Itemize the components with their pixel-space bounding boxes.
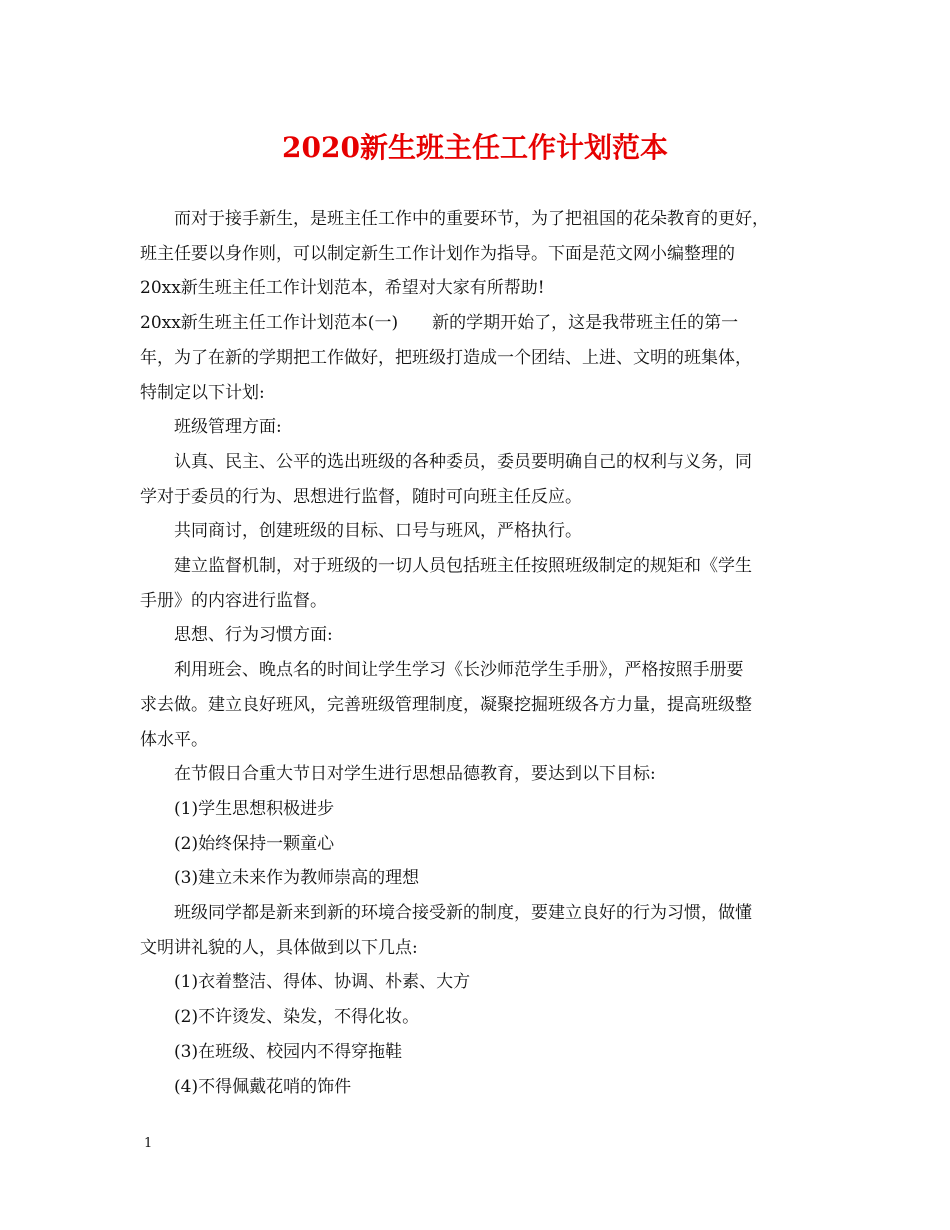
- rules-list-item: (3)在班级、校园内不得穿拖鞋: [174, 1041, 403, 1062]
- section-heading-line: 特制定以下计划:: [140, 382, 265, 403]
- supervision-paragraph-line: 手册》的内容进行监督。: [140, 590, 327, 611]
- intro-line: 20xx新生班主任工作计划范本，希望对大家有所帮助!: [140, 278, 545, 299]
- new-environment-paragraph-line: 文明讲礼貌的人，具体做到以下几点:: [140, 937, 418, 958]
- committee-paragraph-line: 认真、民主、公平的选出班级的各种委员，委员要明确自己的权利与义务，同: [174, 451, 752, 472]
- page-number: 1: [144, 1136, 153, 1151]
- rules-list-item: (4)不得佩戴花哨的饰件: [174, 1076, 352, 1097]
- goals-list-item: (2)始终保持一颗童心: [174, 833, 335, 854]
- habits-heading: 思想、行为习惯方面:: [174, 625, 333, 646]
- holiday-paragraph: 在节假日合重大节日对学生进行思想品德教育，要达到以下目标:: [174, 764, 656, 785]
- manual-paragraph-line: 求去做。建立良好班风，完善班级管理制度，凝聚挖掘班级各方力量，提高班级整: [140, 694, 752, 715]
- manual-paragraph-line: 体水平。: [140, 729, 208, 750]
- goals-paragraph: 共同商讨，创建班级的目标、口号与班风，严格执行。: [174, 521, 582, 542]
- page-title: 2020新生班主任工作计划范本: [282, 131, 668, 164]
- committee-paragraph-line: 学对于委员的行为、思想进行监督，随时可向班主任反应。: [140, 486, 582, 507]
- class-management-heading: 班级管理方面:: [174, 417, 282, 438]
- supervision-paragraph-line: 建立监督机制，对于班级的一切人员包括班主任按照班级制定的规矩和《学生: [174, 556, 752, 577]
- goals-list-item: (1)学生思想积极进步: [174, 798, 335, 819]
- section-heading-line: 20xx新生班主任工作计划范本(一) 新的学期开始了，这是我带班主任的第一: [140, 313, 739, 334]
- manual-paragraph-line: 利用班会、晚点名的时间让学生学习《长沙师范学生手册》，严格按照手册要: [174, 660, 744, 681]
- rules-list-item: (1)衣着整洁、得体、协调、朴素、大方: [174, 972, 471, 993]
- new-environment-paragraph-line: 班级同学都是新来到新的环境合接受新的制度，要建立良好的行为习惯，做懂: [174, 903, 752, 924]
- section-heading-line: 年，为了在新的学期把工作做好，把班级打造成一个团结、上进、文明的班集体，: [140, 347, 752, 368]
- goals-list-item: (3)建立未来作为教师崇高的理想: [174, 868, 420, 889]
- rules-list-item: (2)不许烫发、染发，不得化妆。: [174, 1007, 420, 1028]
- document-body: [140, 202, 812, 1104]
- intro-line: 班主任要以身作则，可以制定新生工作计划作为指导。下面是范文网小编整理的: [140, 243, 735, 264]
- intro-line: 而对于接手新生，是班主任工作中的重要环节，为了把祖国的花朵教育的更好，: [174, 209, 769, 229]
